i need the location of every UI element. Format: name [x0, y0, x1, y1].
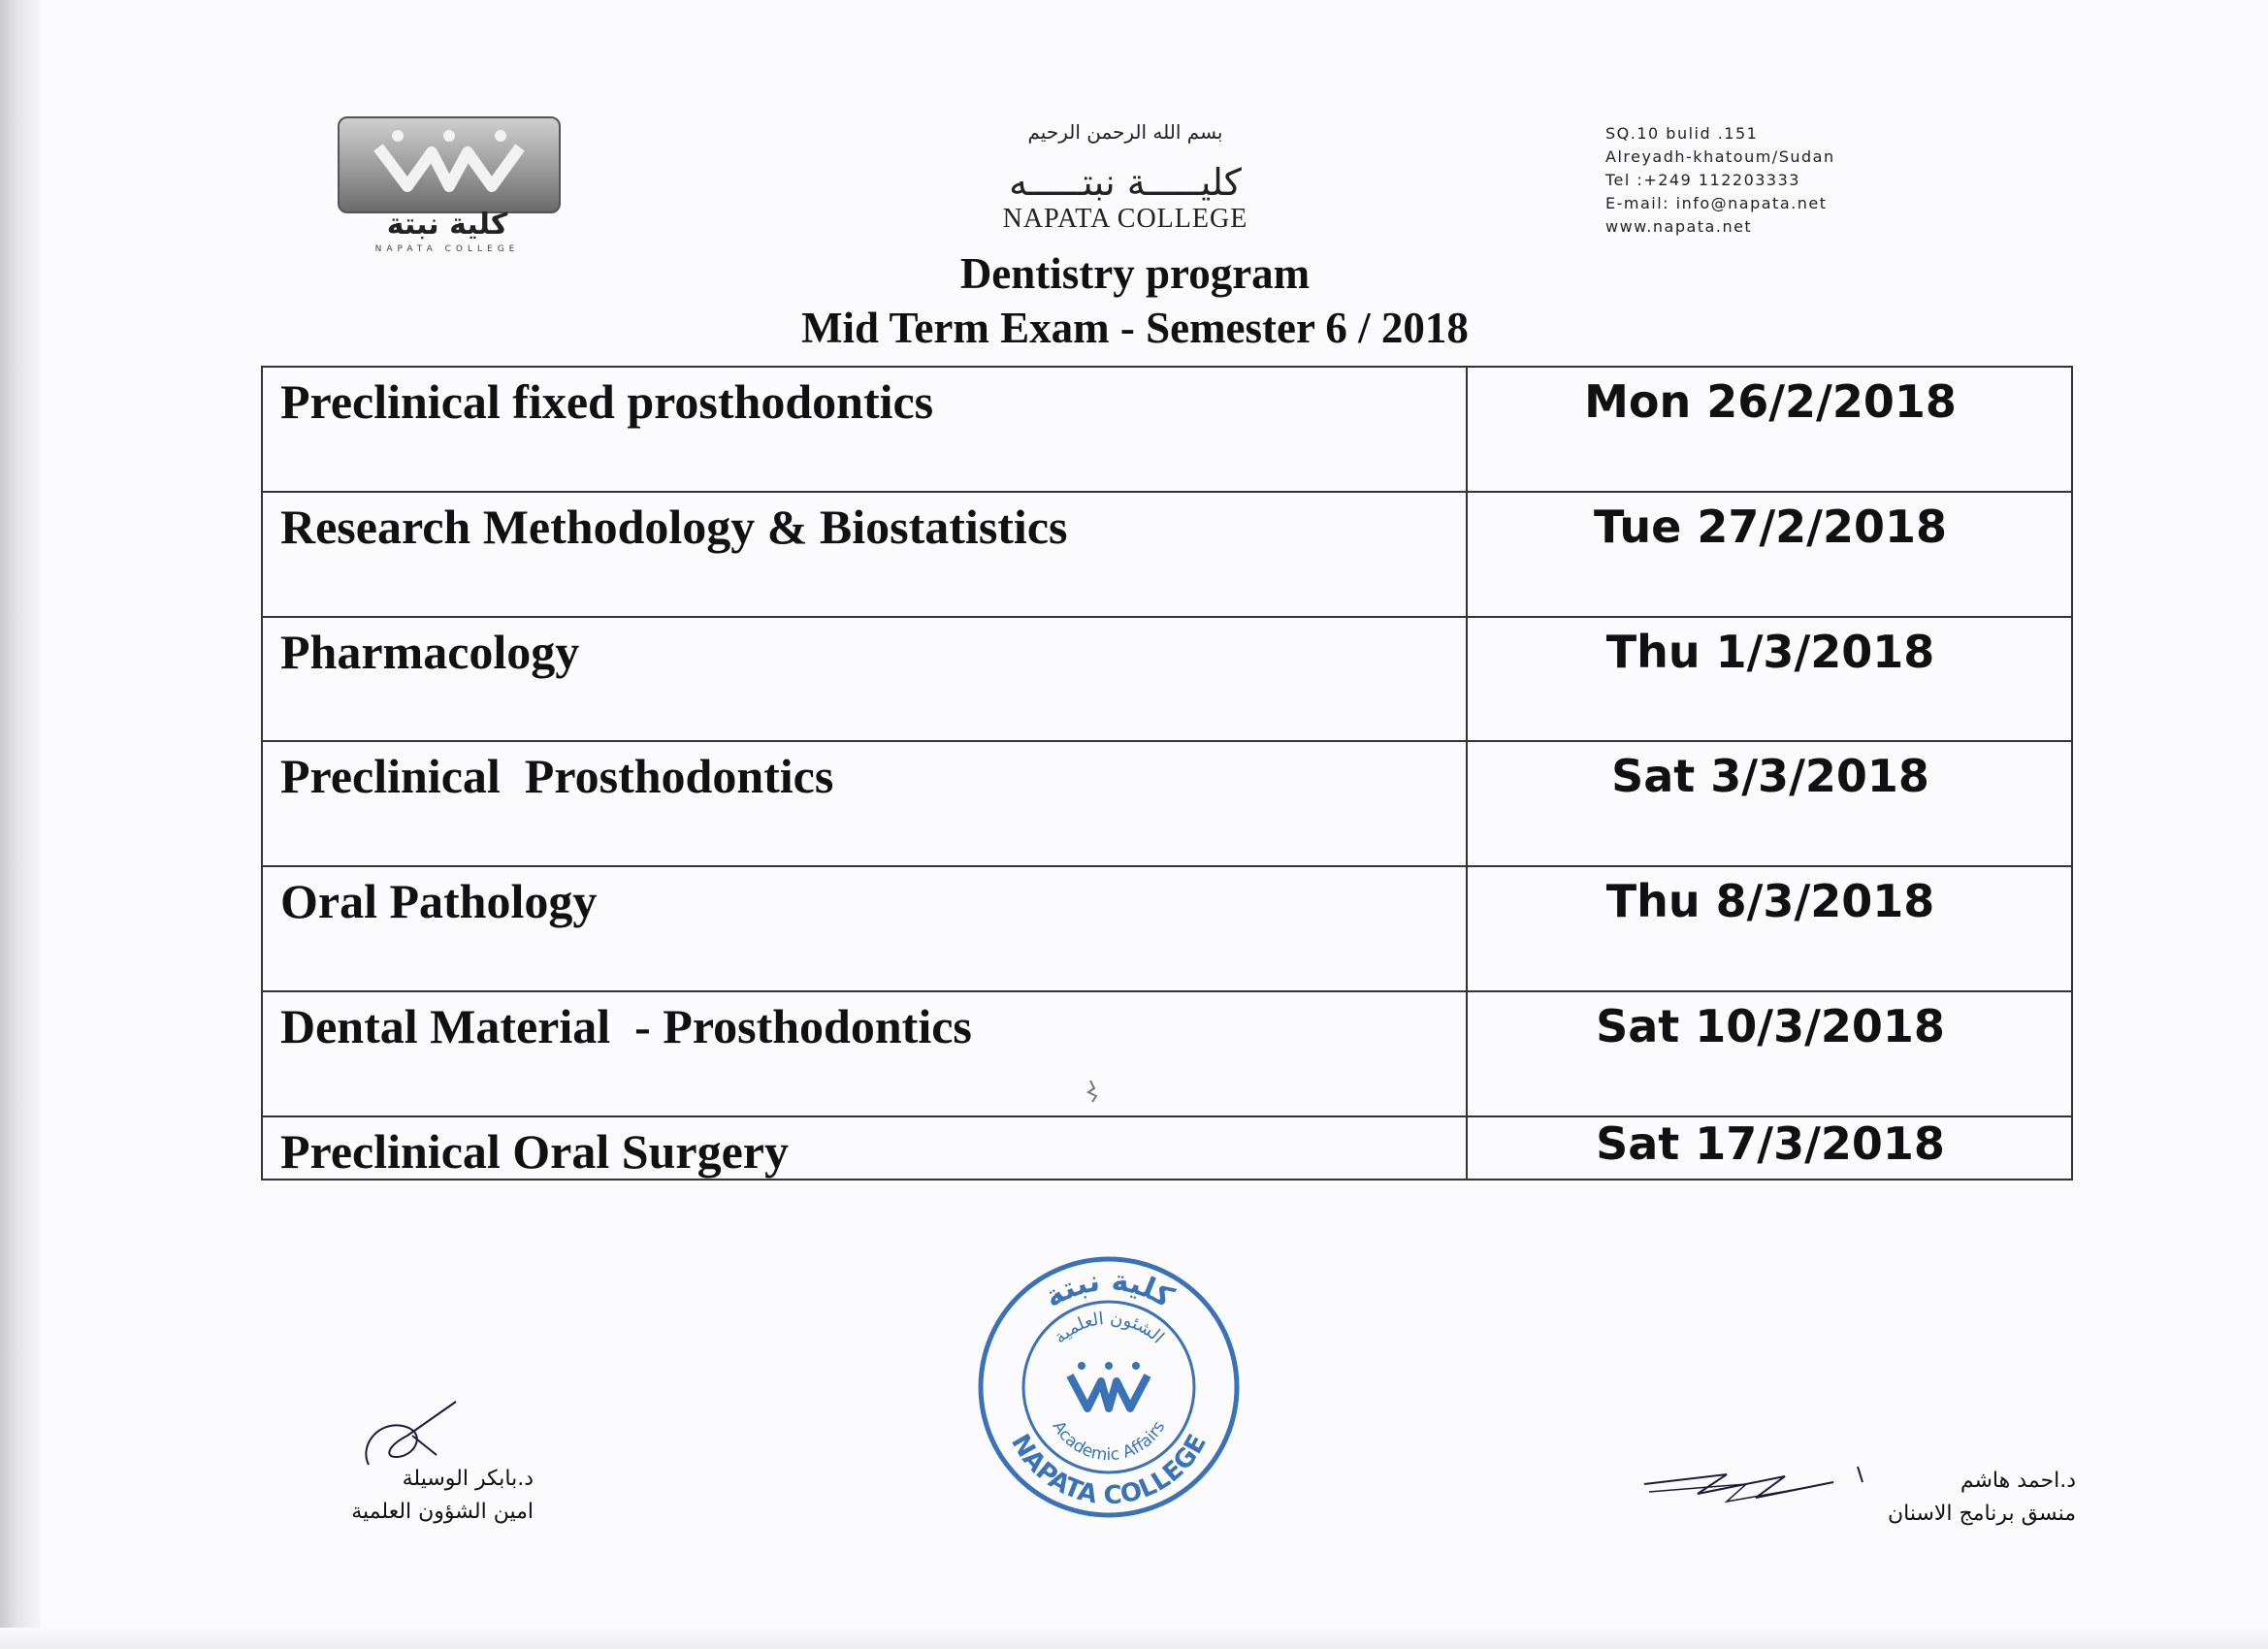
- logo-emblem: [338, 116, 561, 213]
- date-cell: Sat 3/3/2018: [1611, 750, 1929, 802]
- course-cell: Preclinical fixed prosthodontics: [263, 368, 1468, 491]
- course-cell: Dental Material - Prosthodontics: [263, 992, 1468, 1116]
- stamp-college-text: NAPATA COLLEGE: [1005, 1429, 1213, 1511]
- contact-block: [1605, 122, 1916, 239]
- scan-speck: [1085, 1079, 1104, 1104]
- signatory-name-right: د.احمد هاشم: [1960, 1469, 2076, 1493]
- table-row: [263, 867, 2071, 992]
- program-title: Dentistry program: [959, 249, 1311, 298]
- date-cell: Sat 10/3/2018: [1596, 1000, 1945, 1052]
- stamp-top-text: كلية نبتة: [1038, 1263, 1180, 1315]
- course-cell: Oral Pathology: [263, 867, 1468, 990]
- date-cell: Tue 27/2/2018: [1594, 501, 1947, 553]
- table-row: [263, 742, 2071, 867]
- exam-schedule-table: [261, 366, 2073, 1180]
- telephone: Tel :+249 112203333: [1605, 171, 1800, 189]
- stamp-logo-icon: [1070, 1375, 1148, 1408]
- table-row: [263, 1117, 2071, 1179]
- course-cell: Pharmacology: [263, 618, 1468, 740]
- signature-block-right: [1630, 1455, 2076, 1552]
- logo-arabic-name: كلية نبتة: [386, 208, 508, 242]
- date-cell: Mon 26/2/2018: [1584, 375, 1957, 428]
- course-cell: Preclinical Oral Surgery: [263, 1117, 1468, 1179]
- address-line-2: Alreyadh-khatoum/Sudan: [1605, 147, 1835, 166]
- email: E-mail: info@napata.net: [1605, 194, 1828, 212]
- bismillah: بسم الله الرحمن الرحيم: [1027, 120, 1223, 144]
- stamp-inner-arabic: الشئون العلمية: [1050, 1308, 1168, 1348]
- address-line-1: SQ.10 bulid .151: [1605, 124, 1759, 143]
- course-cell: Preclinical Prosthodontics: [263, 742, 1468, 865]
- college-name-english: NAPATA COLLEGE: [1002, 204, 1248, 234]
- signatory-role-right: منسق برنامج الاسنان: [1887, 1502, 2076, 1526]
- signatory-role-left: امين الشؤون العلمية: [351, 1500, 534, 1524]
- logo-english-name: NAPATA COLLEGE: [374, 244, 520, 254]
- college-name-arabic: كليـــــة نبتـــــه: [1009, 161, 1242, 204]
- table-row: [263, 493, 2071, 618]
- academic-affairs-stamp: [973, 1251, 1245, 1523]
- date-cell: Sat 17/3/2018: [1596, 1117, 1945, 1170]
- stamp-academic-affairs: Academic Affairs: [1048, 1417, 1170, 1466]
- date-cell: Thu 1/3/2018: [1605, 626, 1935, 678]
- signatory-name-left: د.بابكر الوسيلة: [402, 1467, 534, 1491]
- table-row: [263, 618, 2071, 742]
- website: www.napata.net: [1605, 217, 1753, 236]
- signature-scribble-right: [1639, 1455, 1872, 1513]
- scan-edge-shadow: [0, 0, 41, 1649]
- logo-wave-icon: [340, 118, 559, 211]
- table-row: [263, 992, 2071, 1117]
- signature-scribble-left: [291, 1397, 534, 1474]
- college-logo: [338, 116, 557, 254]
- course-cell: Research Methodology & Biostatistics: [263, 493, 1468, 616]
- date-cell: Thu 8/3/2018: [1605, 875, 1935, 927]
- exam-title: Mid Term Exam - Semester 6 / 2018: [801, 304, 1469, 352]
- signature-block-left: [291, 1397, 534, 1542]
- table-row: [263, 368, 2071, 493]
- scan-bottom-shadow: [0, 1628, 2268, 1649]
